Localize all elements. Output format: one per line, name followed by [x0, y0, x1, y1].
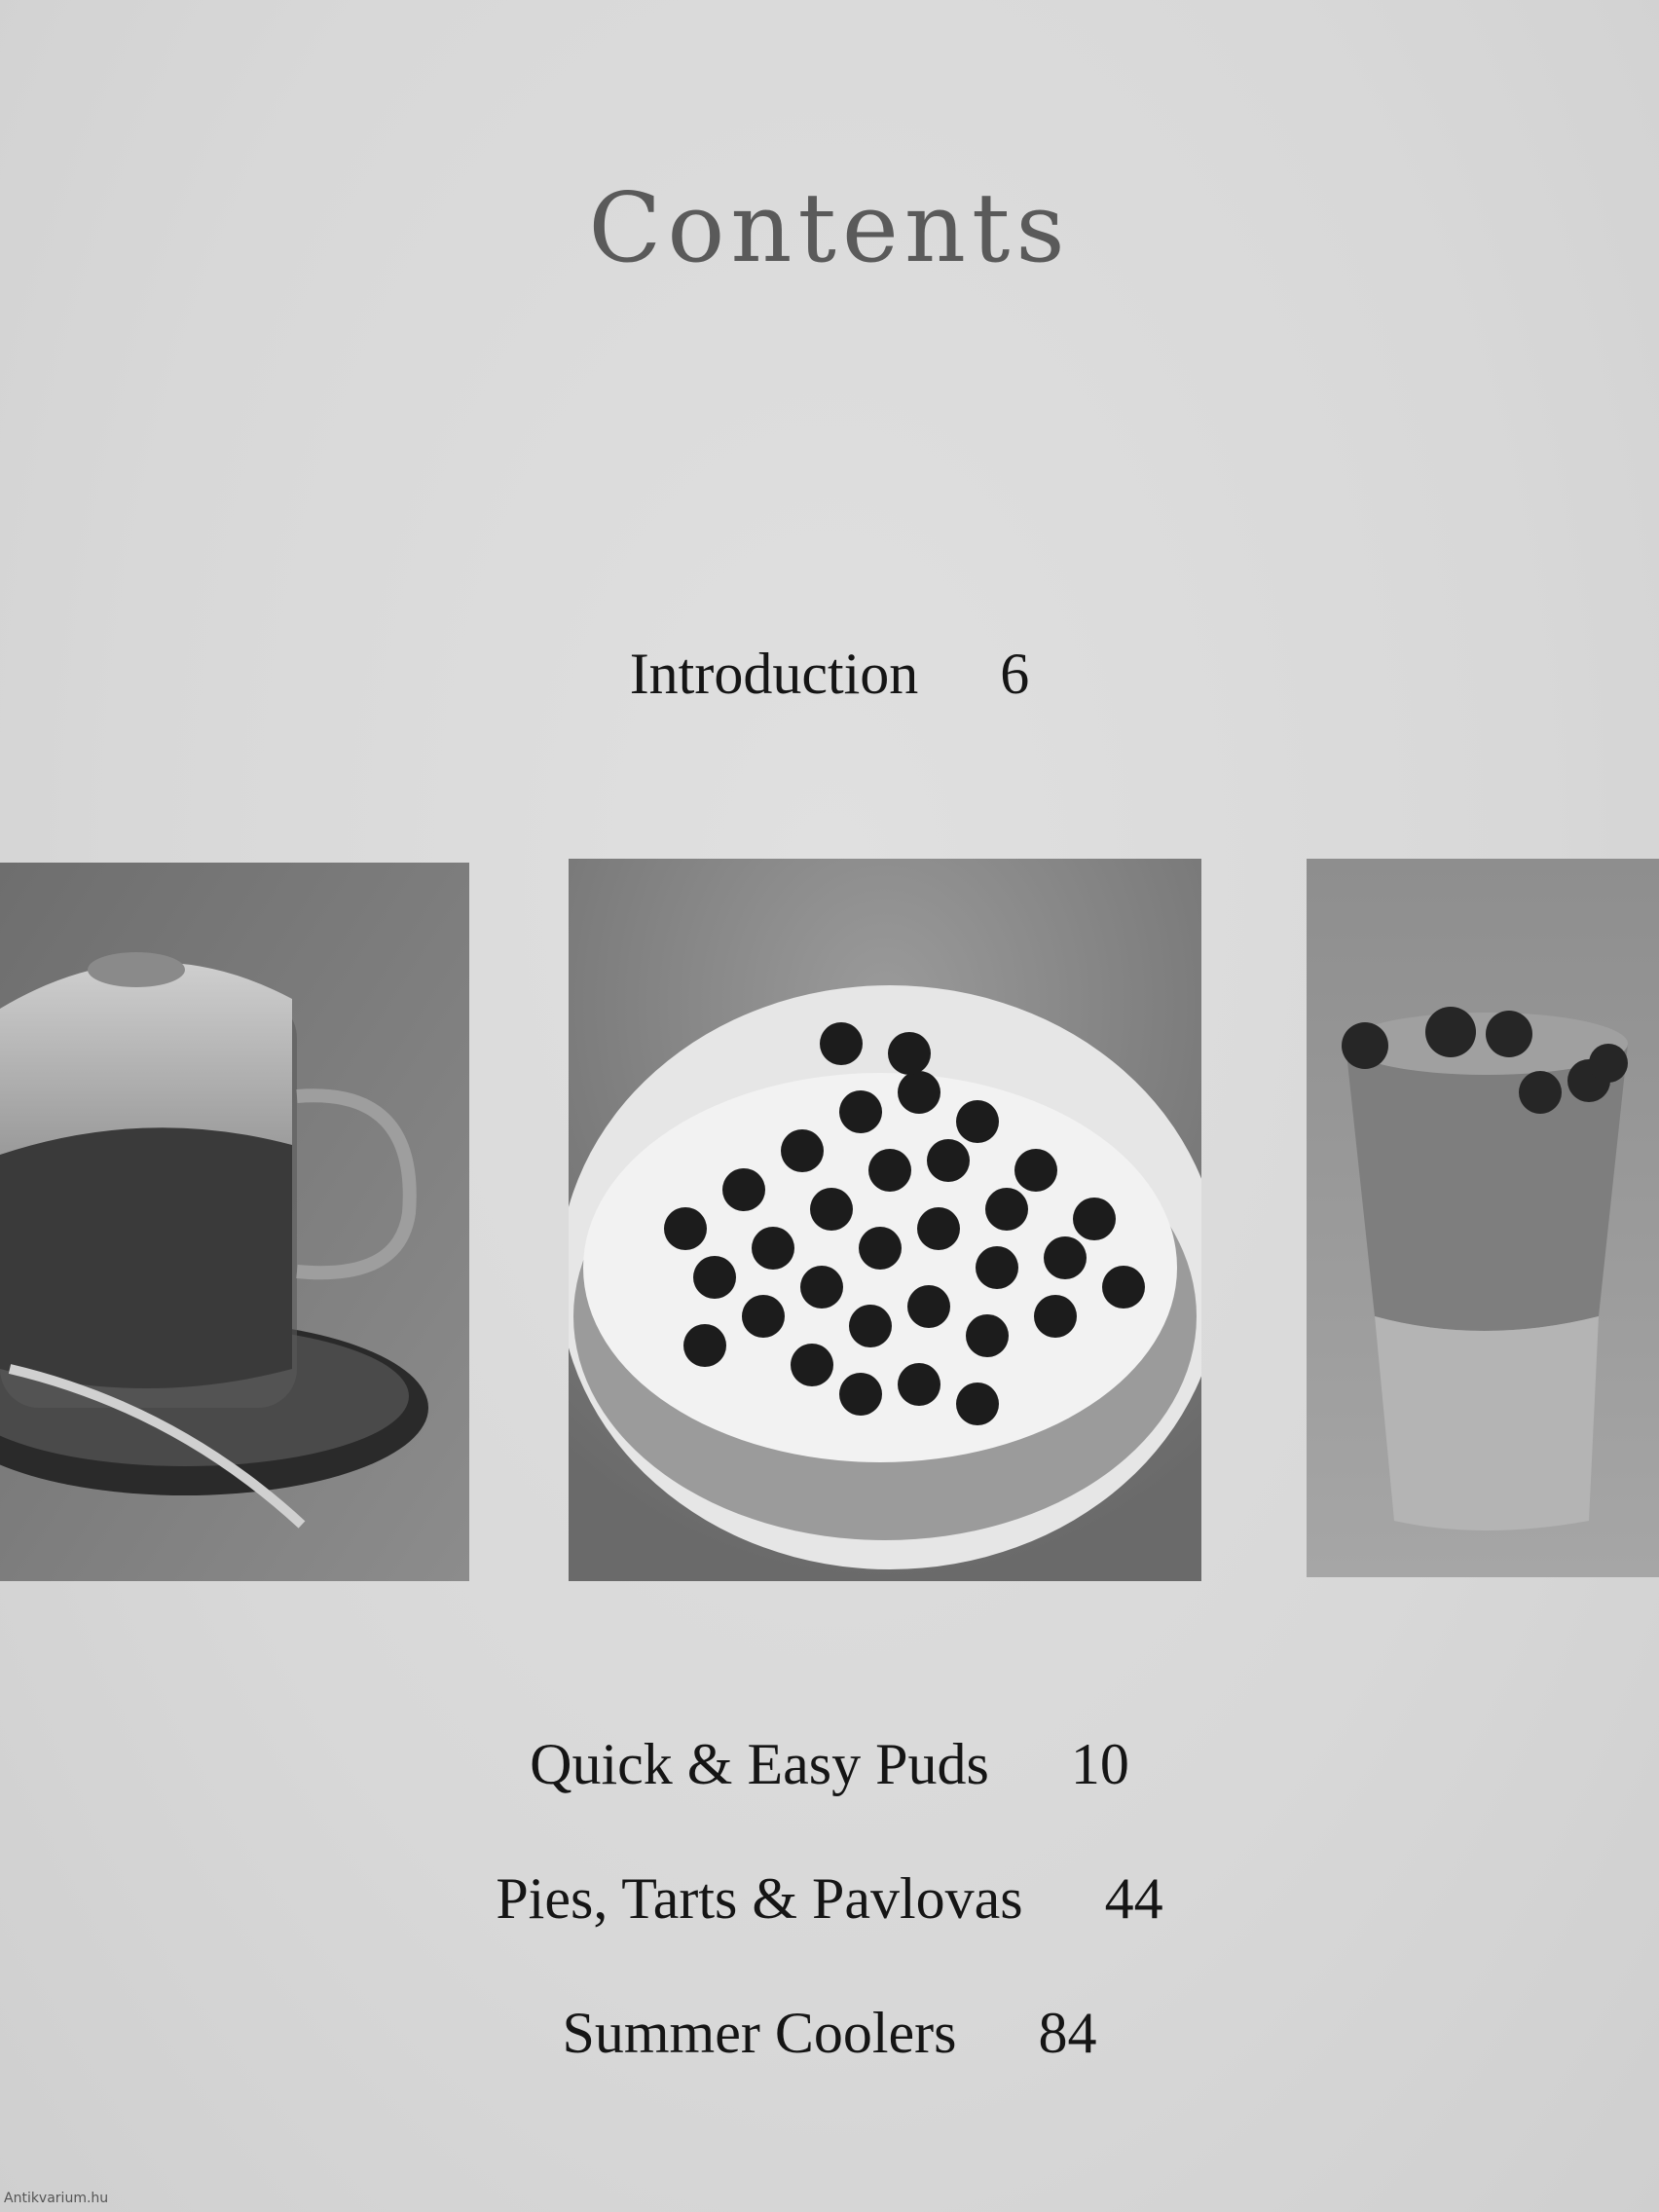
toc-page-number: 84 — [1038, 2001, 1097, 2065]
toc-entry-pies-tarts-pavlovas — [0, 1866, 1659, 1931]
toc-entry-summer-coolers — [0, 2001, 1659, 2065]
toc-label: Quick & Easy Puds — [530, 1732, 989, 1796]
toc-page-number: 44 — [1104, 1866, 1163, 1931]
toc-page-number: 6 — [1000, 642, 1030, 706]
toc-label: Introduction — [629, 642, 919, 706]
toc-page-number: 10 — [1070, 1732, 1129, 1796]
toc-entry-introduction — [0, 642, 1659, 706]
toc-label: Pies, Tarts & Pavlovas — [496, 1866, 1023, 1931]
toc-entry-quick-easy-puds — [0, 1732, 1659, 1796]
cherry-dessert-glass-icon — [1307, 859, 1659, 1577]
toc-label: Summer Coolers — [562, 2001, 957, 2065]
dessert-in-glass-mug-icon — [0, 863, 469, 1581]
blueberry-tart-icon — [569, 859, 1201, 1581]
page-title: Contents — [588, 173, 1071, 284]
watermark: Antikvarium.hu — [4, 2191, 109, 2206]
